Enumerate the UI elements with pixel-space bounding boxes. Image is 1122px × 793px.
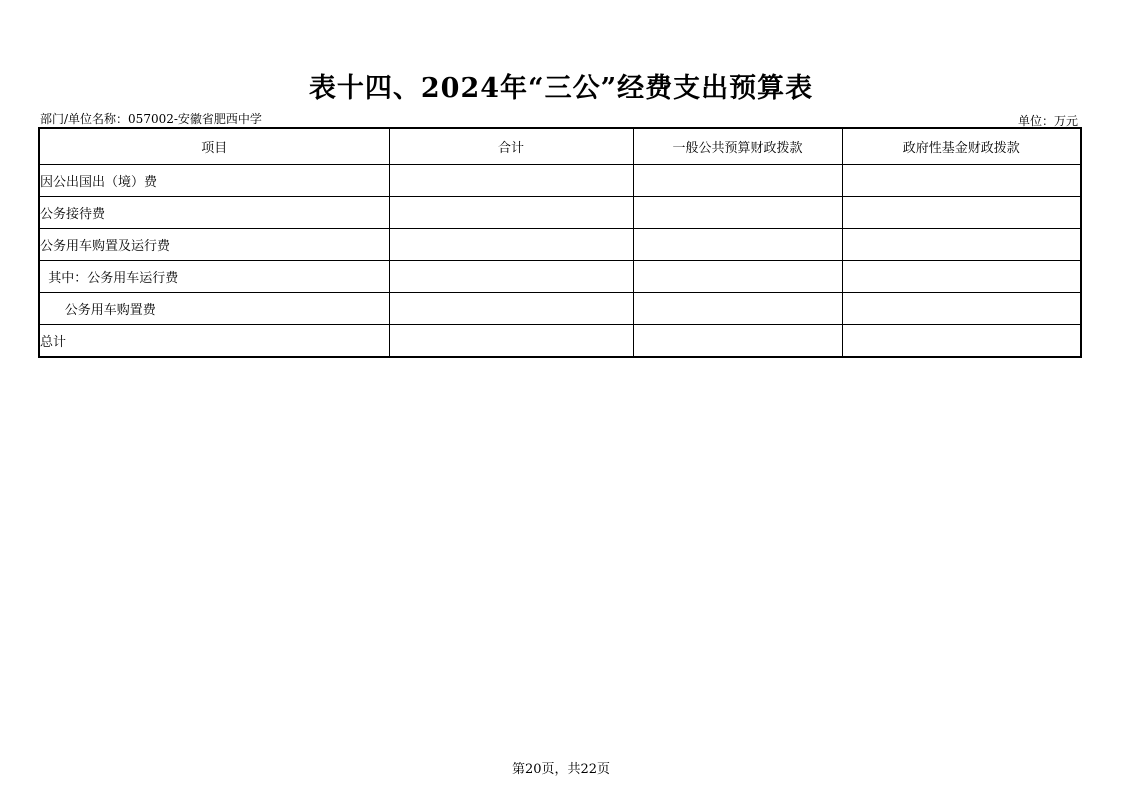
row-item-label: 公务用车购置费 bbox=[39, 293, 389, 325]
column-header-total: 合计 bbox=[389, 128, 633, 165]
unit-label: 单位：万元 bbox=[1017, 114, 1078, 128]
department-name: 部门/单位名称：057002-安徽省肥西中学 bbox=[40, 112, 262, 126]
row-fund-cell bbox=[842, 293, 1081, 325]
page-title: 表十四、2024年“三公”经费支出预算表 bbox=[308, 73, 814, 104]
row-total-cell bbox=[389, 293, 633, 325]
row-total-cell bbox=[389, 229, 633, 261]
table-header-row bbox=[39, 128, 1081, 165]
row-fund-cell bbox=[842, 325, 1081, 358]
row-general-cell bbox=[633, 293, 842, 325]
table-row bbox=[39, 197, 1081, 229]
table-row bbox=[39, 293, 1081, 325]
row-general-cell bbox=[633, 197, 842, 229]
row-item-label: 公务接待费 bbox=[39, 197, 389, 229]
budget-table bbox=[38, 127, 1082, 358]
row-item-label: 因公出国出（境）费 bbox=[39, 165, 389, 197]
page-number: 第20页，共22页 bbox=[511, 762, 611, 777]
row-total-cell bbox=[389, 325, 633, 358]
row-fund-cell bbox=[842, 165, 1081, 197]
table-row bbox=[39, 229, 1081, 261]
row-general-cell bbox=[633, 261, 842, 293]
table-row bbox=[39, 261, 1081, 293]
row-fund-cell bbox=[842, 197, 1081, 229]
table-row bbox=[39, 165, 1081, 197]
column-header-item: 项目 bbox=[39, 128, 389, 165]
row-total-cell bbox=[389, 261, 633, 293]
row-fund-cell bbox=[842, 261, 1081, 293]
row-fund-cell bbox=[842, 229, 1081, 261]
row-item-label: 公务用车购置及运行费 bbox=[39, 229, 389, 261]
table-row-grand-total bbox=[39, 325, 1081, 358]
column-header-general-budget: 一般公共预算财政拨款 bbox=[633, 128, 842, 165]
row-general-cell bbox=[633, 325, 842, 358]
row-total-cell bbox=[389, 197, 633, 229]
row-total-cell bbox=[389, 165, 633, 197]
row-general-cell bbox=[633, 165, 842, 197]
row-general-cell bbox=[633, 229, 842, 261]
column-header-government-fund: 政府性基金财政拨款 bbox=[842, 128, 1081, 165]
row-item-label: 其中：公务用车运行费 bbox=[39, 261, 389, 293]
row-item-label: 总计 bbox=[39, 325, 389, 358]
